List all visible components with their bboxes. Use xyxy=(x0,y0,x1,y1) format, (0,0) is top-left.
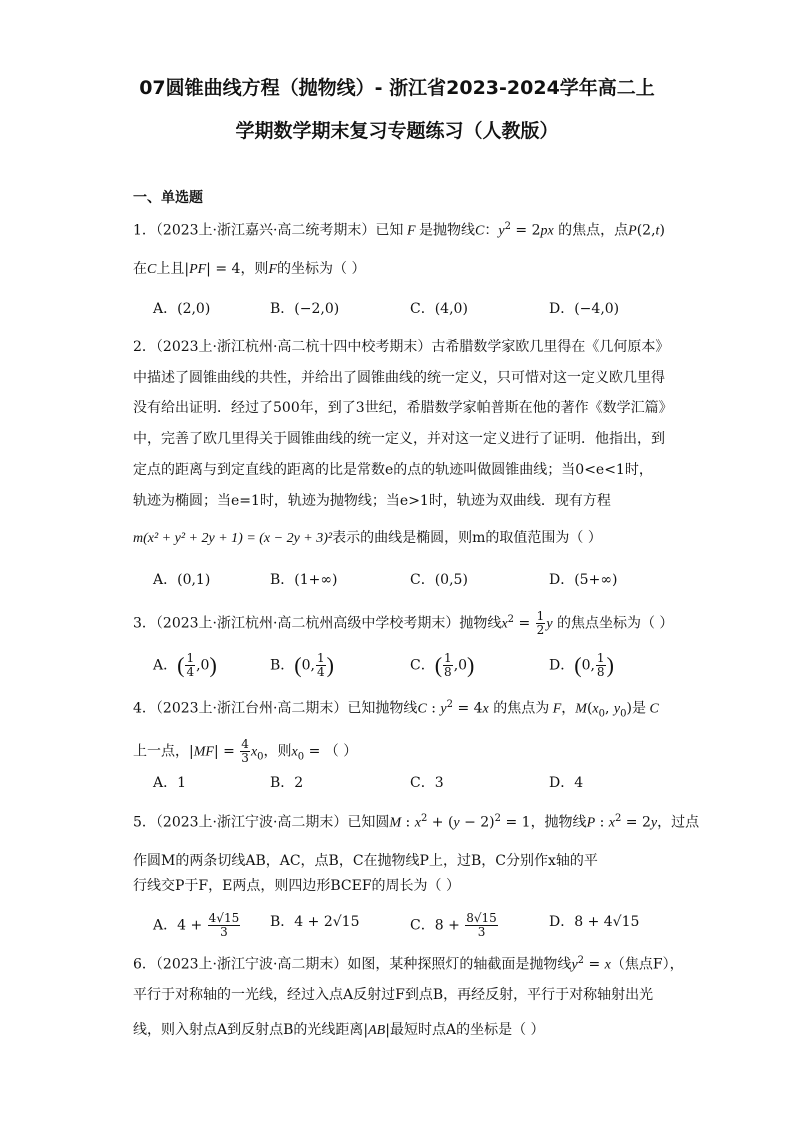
question-2-line-4: 中，完善了欧几里得关于圆锥曲线的统一定义，并对这一定义进行了证明．他指出，到 xyxy=(133,431,665,447)
q1-option-c[interactable]: C．(4,0) xyxy=(410,301,468,317)
question-2-equation-line: m(x² + y² + 2y + 1) = (x − 2y + 3)²表示的曲线是椭圆，则m的取值范围为（ ） xyxy=(133,530,602,546)
q4-option-a[interactable]: A．1 xyxy=(153,775,187,791)
question-6-line-3: 线，则入射点A到反射点B的光线距离|AB|最短时点A的坐标是（ ） xyxy=(133,1022,545,1038)
q2-option-c[interactable]: C．(0,5) xyxy=(410,572,468,588)
q4-option-b[interactable]: B．2 xyxy=(270,775,304,791)
question-2-line-3: 没有给出证明．经过了500年，到了3世纪，希腊数学家帕普斯在他的著作《数学汇篇》 xyxy=(133,400,673,416)
q2-option-d[interactable]: D．(5+∞) xyxy=(549,572,618,588)
question-1-line-1: 1．（2023上·浙江嘉兴·高二统考期末）已知 F 是抛物线C：$y^2 = 2px$ 的焦点，点P(2,t) xyxy=(133,221,665,239)
q5-option-d[interactable]: D．8 + 4√15 xyxy=(549,914,640,930)
question-2-line-5: 定点的距离与到定直线的距离的比是常数e的点的轨迹叫做圆锥曲线；当0<e<1时， xyxy=(133,462,653,478)
q3-option-a[interactable]: A．( $\frac{1}{4}$ ,0) xyxy=(153,651,217,679)
question-3-line-1: 3．（2023上·浙江杭州·高二杭州高级中学校考期末）抛物线$x^2$ = $\frac{1}{2}$ y 的焦点坐标为（ ） xyxy=(133,609,674,638)
q5-option-a[interactable]: A．4 + $\frac{4√15}{3}$ xyxy=(153,911,240,939)
document-title-line-1: 07圆锥曲线方程（抛物线）- 浙江省2023-2024学年高二上 xyxy=(139,77,655,99)
question-2-line-6: 轨迹为椭圆；当e=1时，轨迹为抛物线；当e>1时，轨迹为双曲线．现有方程 xyxy=(133,493,611,509)
question-4-line-2: 上一点，|MF| = $\frac{4}{3}$ $x_0$，则$x_0$ = （ ） xyxy=(133,737,358,765)
question-5-line-2: 作圆M的两条切线AB，AC，点B，C在抛物线P上，过B，C分别作x轴的平 xyxy=(133,853,598,869)
question-1-line-2: 在C上且|PF| = 4，则F的坐标为（ ） xyxy=(133,261,366,277)
question-4-line-1: 4．（2023上·浙江台州·高二期末）已知抛物线C : $y^2 = 4x$ 的焦点为 F，$M(x_0$, $y_0$)是 C xyxy=(133,699,659,720)
q2-equation: m(x² + y² + 2y + 1) = (x − 2y + 3)² xyxy=(133,531,333,546)
section-heading: 一、单选题 xyxy=(133,190,203,206)
q3-option-b[interactable]: B．(0, $\frac{1}{4}$ ) xyxy=(270,651,334,679)
q3-option-c[interactable]: C．( $\frac{1}{8}$ ,0) xyxy=(410,651,475,679)
q2-option-a[interactable]: A．(0,1) xyxy=(153,572,211,588)
question-5-line-3: 行线交P于F，E两点，则四边形BCEF的周长为（ ） xyxy=(133,878,460,894)
q5-option-b[interactable]: B．4 + 2√15 xyxy=(270,914,360,930)
q2-option-b[interactable]: B．(1+∞) xyxy=(270,572,338,588)
q1-option-a[interactable]: A．(2,0) xyxy=(153,301,211,317)
q3-option-d[interactable]: D．(0, $\frac{1}{8}$ ) xyxy=(549,651,614,679)
q4-option-c[interactable]: C．3 xyxy=(410,775,444,791)
q1-option-b[interactable]: B．(−2,0) xyxy=(270,301,340,317)
question-5-line-1: 5．（2023上·浙江宁波·高二期末）已知圆M : $x^2 + (y - 2)^2 = 1$，抛物线P : $x^2 = 2y$，过点 xyxy=(133,813,700,831)
question-6-line-2: 平行于对称轴的一光线，经过入点A反射过F到点B，再经反射，平行于对称轴射出光 xyxy=(133,987,654,1003)
q5-option-c[interactable]: C．8 + $\frac{8√15}{3}$ xyxy=(410,911,497,939)
document-title-line-2: 学期数学期末复习专题练习（人教版） xyxy=(235,120,559,142)
question-2-line-1: 2．（2023上·浙江杭州·高二杭十四中校考期末）古希腊数学家欧几里得在《几何原本》 xyxy=(133,339,670,355)
q1-option-d[interactable]: D．(−4,0) xyxy=(549,301,620,317)
question-2-line-2: 中描述了圆锥曲线的共性，并给出了圆锥曲线的统一定义，只可惜对这一定义欧几里得 xyxy=(133,370,665,386)
q4-option-d[interactable]: D．4 xyxy=(549,775,584,791)
question-6-line-1: 6．（2023上·浙江宁波·高二期末）如图，某种探照灯的轴截面是抛物线$y^2 = x$（焦点F）， xyxy=(133,955,684,973)
